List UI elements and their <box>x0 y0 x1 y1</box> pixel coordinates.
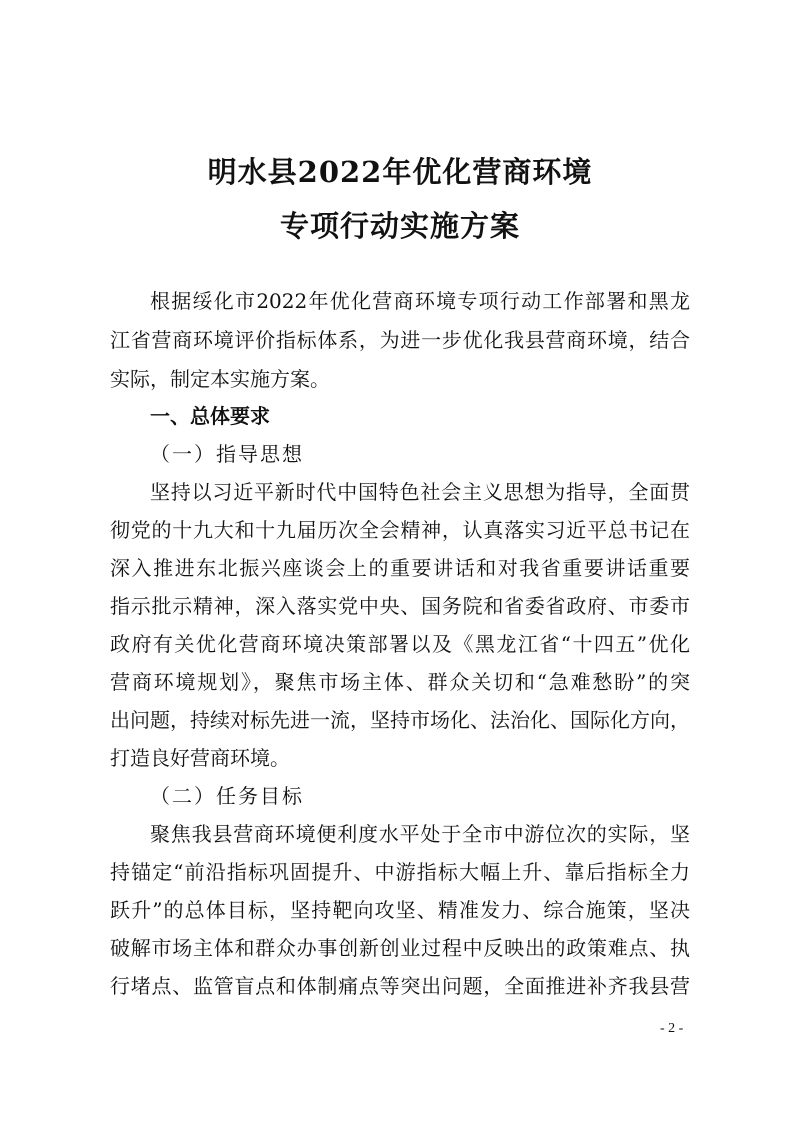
paragraph-line: 江省营商环境评价指标体系，为进一步优化我县营商环境，结合 <box>110 328 690 352</box>
paragraph-line: 行堵点、监管盲点和体制痛点等突出问题，全面推进补齐我县营 <box>110 974 690 998</box>
paragraph-line: 彻党的十九大和十九届历次全会精神，认真落实习近平总书记在 <box>110 518 690 542</box>
paragraph-line: 根据绥化市2022年优化营商环境专项行动工作部署和黑龙 <box>150 289 690 313</box>
paragraph-line: 破解市场主体和群众办事创新创业过程中反映出的政策难点、执 <box>110 936 690 960</box>
paragraph-line: 深入推进东北振兴座谈会上的重要讲话和对我省重要讲话重要 <box>110 556 690 580</box>
paragraph-line: 实际，制定本实施方案。 <box>110 367 330 391</box>
subsection-heading-task-goals: （二）任务目标 <box>150 784 304 808</box>
paragraph-line: 持锚定“前沿指标巩固提升、中游指标大幅上升、靠后指标全力 <box>110 860 690 884</box>
paragraph-line: 出问题，持续对标先进一流，坚持市场化、法治化、国际化方向， <box>110 708 690 732</box>
paragraph-line: 政府有关优化营商环境决策部署以及《黑龙江省“十四五”优化 <box>110 632 690 656</box>
document-title-line-2: 专项行动实施方案 <box>279 209 520 243</box>
paragraph-line: 营商环境规划》，聚焦市场主体、群众关切和“急难愁盼”的突 <box>110 670 690 694</box>
paragraph-line: 跃升”的总体目标，坚持靶向攻坚、精准发力、综合施策，坚决 <box>110 898 690 922</box>
page-number: - 2 - <box>660 1021 684 1036</box>
paragraph-line: 坚持以习近平新时代中国特色社会主义思想为指导，全面贯 <box>150 480 690 504</box>
paragraph-line: 打造良好营商环境。 <box>110 746 290 770</box>
subsection-heading-guiding-ideology: （一）指导思想 <box>150 442 304 466</box>
paragraph-line: 聚焦我县营商环境便利度水平处于全市中游位次的实际，坚 <box>150 822 690 846</box>
section-heading-general-requirements: 一、总体要求 <box>150 404 270 428</box>
document-title-line-1: 明水县2022年优化营商环境 <box>207 155 593 189</box>
paragraph-line: 指示批示精神，深入落实党中央、国务院和省委省政府、市委市 <box>110 594 690 618</box>
